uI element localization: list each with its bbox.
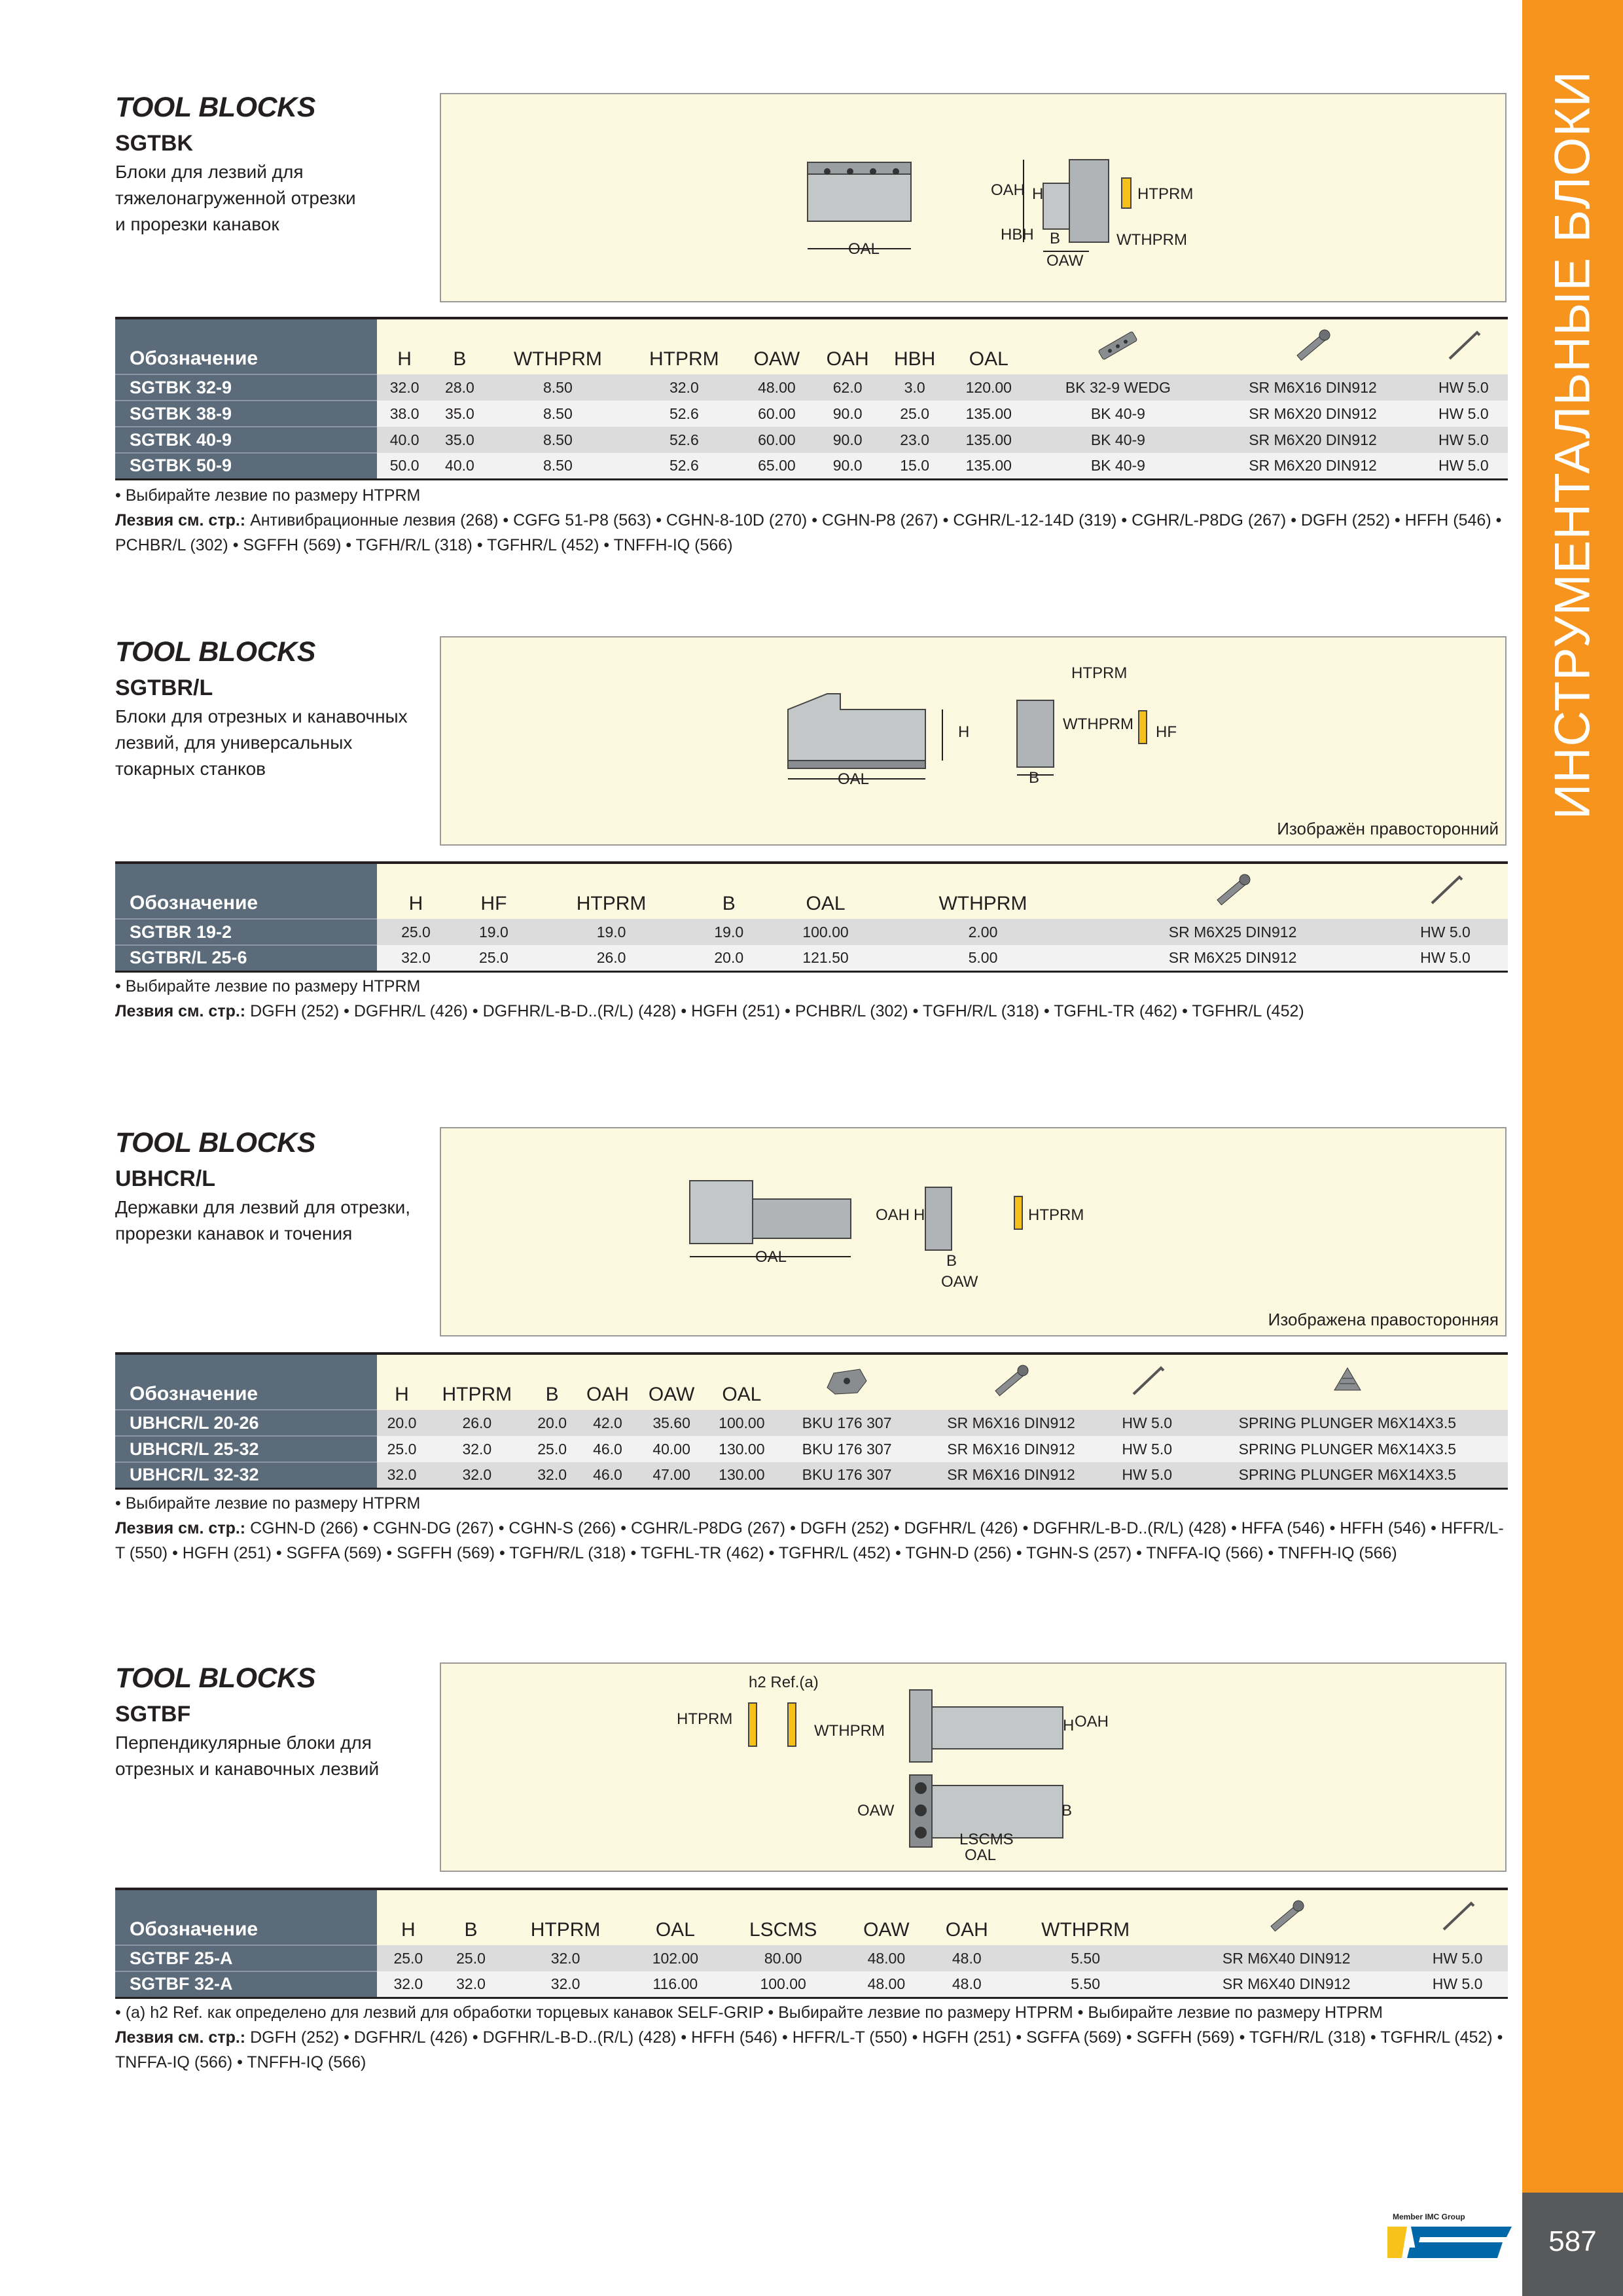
note-line: • (a) h2 Ref. как определено для лезвий для обработки торцевых канавок SELF-GRIP • Выбирайте лезвие по размеру HTPRM • Выбирайте лезвие по размеру HTPRM [115,2003,1383,2022]
diagram-label-hf: HF [1156,723,1177,741]
table-cell: 8.50 [488,374,629,401]
section-sidebar [1522,0,1623,2193]
table-cell: SR M6X40 DIN912 [1166,1971,1407,1998]
product-diagram [440,1127,1507,1336]
section-description: Перпендикулярные блоки для отрезных и канавочных лезвий [115,1732,380,1779]
note-label: Лезвия см. стр.: [115,1519,246,1537]
clamp-icon [779,1354,916,1410]
column-header: OAL [705,1354,779,1410]
table-cell: HW 5.0 [1419,453,1508,479]
table-cell: BK 40-9 [1029,427,1206,453]
section-title: TOOL BLOCKS [115,1662,315,1694]
product-diagram [440,636,1507,846]
table-cell: 38.0 [377,401,432,427]
table-cell: 48.0 [928,1945,1005,1971]
table-row [115,374,1508,401]
table-cell: 50.0 [377,453,432,479]
column-header: B [432,318,487,374]
diagram-label-b: B [1029,769,1040,787]
table-cell: 100.00 [722,1971,844,1998]
column-header: H [377,318,432,374]
wedge-icon [1029,318,1206,374]
table-cell: 65.00 [740,453,814,479]
diagram-note: Изображён правосторонний [1277,819,1499,838]
table-cell: 102.00 [629,1945,722,1971]
column-header: H [377,863,455,919]
spec-table [115,317,1508,480]
product-diagram [440,93,1507,302]
diagram-label-wthprm: WTHPRM [814,1722,885,1740]
table-cell: 5.00 [883,945,1082,971]
column-header: H [377,1889,440,1945]
table-cell: 20.0 [690,945,768,971]
table-cell: 52.6 [628,453,740,479]
note-text: Антивибрационные лезвия (268) • CGFG 51-P8 (563) • CGHN-8-10D (270) • CGHN-P8 (267) • CGHR/L-12-14D (319) • CGHR/L-P8DG (267) • DGFH (252) • HFFH (546) • PCHBR/L (302) • SGFFH (569) • TGFH/R/L (318) • TGFHR/L (452) • TNFFH-IQ (566) [115,511,1502,554]
note-line [115,508,1508,558]
diagram-label-oal: OAL [755,1248,787,1266]
diagram-label-h: H [914,1206,925,1224]
table-cell: HW 5.0 [1383,945,1508,971]
table-cell: 52.6 [628,401,740,427]
table-cell: 25.0 [440,1945,503,1971]
table-cell: 100.00 [768,919,883,945]
table-cell: HW 5.0 [1419,427,1508,453]
product-diagram [440,1662,1507,1872]
table-cell: 19.0 [533,919,690,945]
table-cell: HW 5.0 [1407,1945,1508,1971]
hex-key-icon [1419,318,1508,374]
table-cell: 26.0 [533,945,690,971]
spring-plunger-icon [1187,1354,1508,1410]
section-notes [115,2000,1508,2075]
table-cell: 135.00 [948,427,1029,453]
sidebar-title: ИНСТРУМЕНТАЛЬНЫЕ БЛОКИ [1544,70,1601,820]
table-cell: 90.0 [813,401,882,427]
column-header: HTPRM [427,1354,527,1410]
table-cell: 32.0 [377,1971,440,1998]
diagram-label-oal: OAL [965,1846,997,1864]
table-cell: 8.50 [488,427,629,453]
section-description: Державки для лезвий для отрезки, прорезки канавок и точения [115,1197,411,1244]
table-cell: SPRING PLUNGER M6X14X3.5 [1187,1436,1508,1462]
note-line: • Выбирайте лезвие по размеру HTPRM [115,486,421,505]
section-code: SGTBK [115,131,193,156]
section-title: TOOL BLOCKS [115,92,315,123]
table-cell: 32.0 [628,374,740,401]
table-cell: 120.00 [948,374,1029,401]
table-row [115,453,1508,479]
diagram-note: Изображена правосторонняя [1268,1310,1499,1329]
column-header: WTHPRM [883,863,1082,919]
diagram-label-h: H [1063,1717,1075,1734]
section-sgtbk [115,92,1508,563]
designation-cell: SGTBF 32-A [115,1971,377,1998]
table-cell: SR M6X16 DIN912 [915,1462,1107,1488]
table-cell: SR M6X16 DIN912 [1206,374,1419,401]
table-cell: 40.0 [377,427,432,453]
diagram-label-h: H [958,723,970,741]
table-cell: 2.00 [883,919,1082,945]
section-sgtbr [115,636,1508,1035]
note-line [115,1516,1508,1566]
table-cell: BK 40-9 [1029,401,1206,427]
table-cell: 116.00 [629,1971,722,1998]
spec-table [115,1888,1508,1999]
table-cell: 5.50 [1005,1971,1166,1998]
table-cell: 48.00 [844,1971,928,1998]
column-header: B [527,1354,577,1410]
table-cell: 19.0 [455,919,533,945]
table-cell: 25.0 [377,919,455,945]
table-cell: 90.0 [813,453,882,479]
table-cell: SR M6X16 DIN912 [915,1410,1107,1436]
section-description: Блоки для лезвий для тяжелонагруженной отрезки и прорезки канавок [115,162,356,234]
note-label: Лезвия см. стр.: [115,1002,246,1020]
designation-cell: SGTBK 32-9 [115,374,377,401]
designation-cell: UBHCR/L 32-32 [115,1462,377,1488]
table-cell: 48.00 [740,374,814,401]
table-cell: HW 5.0 [1107,1436,1187,1462]
column-header: OAL [629,1889,722,1945]
logo-tagline: Member IMC Group [1393,2212,1465,2221]
column-header: OAL [768,863,883,919]
diagram-label-oal: OAL [838,770,870,788]
column-header: WTHPRM [1005,1889,1166,1945]
section-notes [115,483,1508,558]
table-cell: SR M6X20 DIN912 [1206,401,1419,427]
table-cell: 40.0 [432,453,487,479]
section-sgtbf [115,1662,1508,2081]
table-row [115,1462,1508,1488]
page-number: 587 [1548,2225,1597,2257]
table-cell: 19.0 [690,919,768,945]
section-title: TOOL BLOCKS [115,1127,315,1158]
section-code: UBHCR/L [115,1166,215,1191]
table-row [115,1971,1508,1998]
note-label: Лезвия см. стр.: [115,511,246,529]
hex-key-icon [1383,863,1508,919]
column-header: H [377,1354,427,1410]
table-cell: 32.0 [427,1462,527,1488]
table-cell: 121.50 [768,945,883,971]
table-cell: 32.0 [377,1462,427,1488]
table-cell: 32.0 [502,1971,628,1998]
column-header: OAW [740,318,814,374]
table-cell: 20.0 [527,1410,577,1436]
table-cell: 20.0 [377,1410,427,1436]
diagram-label-b: B [946,1252,957,1270]
diagram-label-lscms: LSCMS [959,1831,1014,1848]
table-cell: HW 5.0 [1407,1971,1508,1998]
table-cell: SR M6X20 DIN912 [1206,453,1419,479]
column-header: OAL [948,318,1029,374]
diagram-label-h2-ref: h2 Ref.(a) [749,1674,819,1691]
table-cell: 42.0 [577,1410,639,1436]
column-header: OAH [813,318,882,374]
note-line: • Выбирайте лезвие по размеру HTPRM [115,977,421,996]
section-notes [115,1491,1508,1566]
table-cell: SR M6X16 DIN912 [915,1436,1107,1462]
table-cell: 48.0 [928,1971,1005,1998]
diagram-label-oaw: OAW [1046,252,1084,270]
table-row [115,1945,1508,1971]
table-cell: 80.00 [722,1945,844,1971]
table-cell: BK 40-9 [1029,453,1206,479]
table-cell: 52.6 [628,427,740,453]
table-cell: SR M6X25 DIN912 [1082,945,1383,971]
diagram-label-wthprm: WTHPRM [1063,715,1133,733]
designation-cell: SGTBK 40-9 [115,427,377,453]
diagram-label-htprm: HTPRM [1071,664,1128,682]
section-notes [115,974,1508,1024]
table-cell: 40.00 [638,1436,705,1462]
hex-key-icon [1107,1354,1187,1410]
designation-cell: SGTBF 25-A [115,1945,377,1971]
designation-cell: SGTBK 50-9 [115,453,377,479]
column-header: Обозначение [115,1889,377,1945]
column-header: HTPRM [628,318,740,374]
column-header: Обозначение [115,318,377,374]
note-text: CGHN-D (266) • CGHN-DG (267) • CGHN-S (266) • CGHR/L-P8DG (267) • DGFH (252) • DGFHR/L (426) • DGFHR/L-B-D..(R/L) (428) • HFFA (546) • HFFH (546) • HFFR/L-T (550) • HGFH (251) • SGFFA (569) • SGFFH (569) • TGFH/R/L (318) • TGFHL-TR (462) • TGFHR/L (452) • TGHN-D (256) • TGHN-S (257) • TNFFA-IQ (566) • TNFFH-IQ (566) [115,1519,1504,1562]
note-line [115,2025,1508,2075]
table-cell: 32.0 [440,1971,503,1998]
table-cell: BKU 176 307 [779,1436,916,1462]
table-cell: 8.50 [488,401,629,427]
column-header: HF [455,863,533,919]
diagram-label-htprm: HTPRM [1028,1206,1084,1224]
diagram-label-wthprm: WTHPRM [1116,231,1187,249]
table-cell: 28.0 [432,374,487,401]
designation-cell: UBHCR/L 20-26 [115,1410,377,1436]
table-cell: 100.00 [705,1410,779,1436]
column-header: B [440,1889,503,1945]
table-row [115,1410,1508,1436]
column-header: Обозначение [115,863,377,919]
table-cell: 25.0 [455,945,533,971]
diagram-label-oah: OAH [991,181,1026,199]
diagram-label-htprm: HTPRM [677,1710,733,1728]
table-cell: 25.0 [527,1436,577,1462]
designation-cell: UBHCR/L 25-32 [115,1436,377,1462]
table-cell: HW 5.0 [1107,1410,1187,1436]
table-cell: 90.0 [813,427,882,453]
column-header: HBH [882,318,948,374]
screw-icon [1206,318,1419,374]
table-cell: BKU 176 307 [779,1410,916,1436]
table-cell: 47.00 [638,1462,705,1488]
logo-mark-icon [1387,2212,1512,2265]
table-cell: 35.0 [432,401,487,427]
iscar-logo [1387,2212,1512,2265]
spec-table [115,861,1508,973]
column-header: HTPRM [502,1889,628,1945]
table-cell: 3.0 [882,374,948,401]
table-cell: 60.00 [740,401,814,427]
table-cell: 25.0 [377,1436,427,1462]
table-cell: HW 5.0 [1419,401,1508,427]
column-header: OAW [844,1889,928,1945]
note-text: DGFH (252) • DGFHR/L (426) • DGFHR/L-B-D..(R/L) (428) • HFFH (546) • HFFR/L-T (550) • HGFH (251) • SGFFA (569) • SGFFH (569) • TGFH/R/L (318) • TGFHR/L (452) • TNFFA-IQ (566) • TNFFH-IQ (566) [115,2028,1503,2072]
designation-cell: SGTBR 19-2 [115,919,377,945]
table-cell: 25.0 [882,401,948,427]
table-row [115,1436,1508,1462]
diagram-label-oaw: OAW [941,1273,978,1291]
table-cell: 46.0 [577,1462,639,1488]
diagram-label-h: H [1032,185,1044,203]
table-cell: 130.00 [705,1436,779,1462]
column-header: OAH [577,1354,639,1410]
column-header: OAW [638,1354,705,1410]
section-ubhcr [115,1127,1508,1598]
page-number-box [1522,2193,1623,2296]
designation-cell: SGTBK 38-9 [115,401,377,427]
table-cell: 5.50 [1005,1945,1166,1971]
section-title: TOOL BLOCKS [115,636,315,668]
note-line [115,999,1508,1024]
section-code: SGTBF [115,1702,191,1727]
note-label: Лезвия см. стр.: [115,2028,246,2047]
table-cell: HW 5.0 [1419,374,1508,401]
column-header: HTPRM [533,863,690,919]
table-cell: 32.0 [502,1945,628,1971]
table-row [115,427,1508,453]
table-cell: SR M6X40 DIN912 [1166,1945,1407,1971]
table-cell: 48.00 [844,1945,928,1971]
table-cell: SPRING PLUNGER M6X14X3.5 [1187,1410,1508,1436]
table-cell: SR M6X25 DIN912 [1082,919,1383,945]
spec-table [115,1352,1508,1490]
designation-cell: SGTBR/L 25-6 [115,945,377,971]
diagram-label-htprm: HTPRM [1137,185,1194,203]
table-cell: SR M6X20 DIN912 [1206,427,1419,453]
diagram-label-hbh: HBH [1001,226,1034,243]
table-cell: 60.00 [740,427,814,453]
column-header: OAH [928,1889,1005,1945]
table-row [115,919,1508,945]
screw-icon [1166,1889,1407,1945]
column-header: B [690,863,768,919]
table-row [115,945,1508,971]
table-row [115,401,1508,427]
column-header: LSCMS [722,1889,844,1945]
diagram-label-b: B [1050,230,1061,247]
table-cell: 35.60 [638,1410,705,1436]
table-cell: 130.00 [705,1462,779,1488]
note-line: • Выбирайте лезвие по размеру HTPRM [115,1494,421,1513]
table-cell: SPRING PLUNGER M6X14X3.5 [1187,1462,1508,1488]
section-code: SGTBR/L [115,675,213,700]
table-cell: 25.0 [377,1945,440,1971]
screw-icon [1082,863,1383,919]
table-cell: BKU 176 307 [779,1462,916,1488]
table-cell: 32.0 [377,374,432,401]
table-cell: 32.0 [427,1436,527,1462]
table-cell: 8.50 [488,453,629,479]
table-cell: 135.00 [948,401,1029,427]
table-cell: BK 32-9 WEDG [1029,374,1206,401]
diagram-label-oah: OAH [1075,1713,1109,1731]
column-header: Обозначение [115,1354,377,1410]
table-cell: 35.0 [432,427,487,453]
table-cell: 32.0 [527,1462,577,1488]
diagram-label-oah: OAH [876,1206,910,1224]
diagram-label-b: B [1061,1802,1073,1820]
hex-key-icon [1407,1889,1508,1945]
diagram-label-oal: OAL [848,240,880,258]
section-description: Блоки для отрезных и канавочных лезвий, для универсальных токарных станков [115,706,408,779]
table-cell: HW 5.0 [1107,1462,1187,1488]
table-cell: 26.0 [427,1410,527,1436]
table-cell: 62.0 [813,374,882,401]
table-cell: 23.0 [882,427,948,453]
table-cell: 15.0 [882,453,948,479]
column-header: WTHPRM [488,318,629,374]
note-text: DGFH (252) • DGFHR/L (426) • DGFHR/L-B-D..(R/L) (428) • HGFH (251) • PCHBR/L (302) • TGFH/R/L (318) • TGFHL-TR (462) • TGFHR/L (452) [245,1002,1304,1020]
table-cell: 46.0 [577,1436,639,1462]
screw-icon [915,1354,1107,1410]
table-cell: 135.00 [948,453,1029,479]
diagram-label-oaw: OAW [857,1802,895,1820]
table-cell: HW 5.0 [1383,919,1508,945]
table-cell: 32.0 [377,945,455,971]
